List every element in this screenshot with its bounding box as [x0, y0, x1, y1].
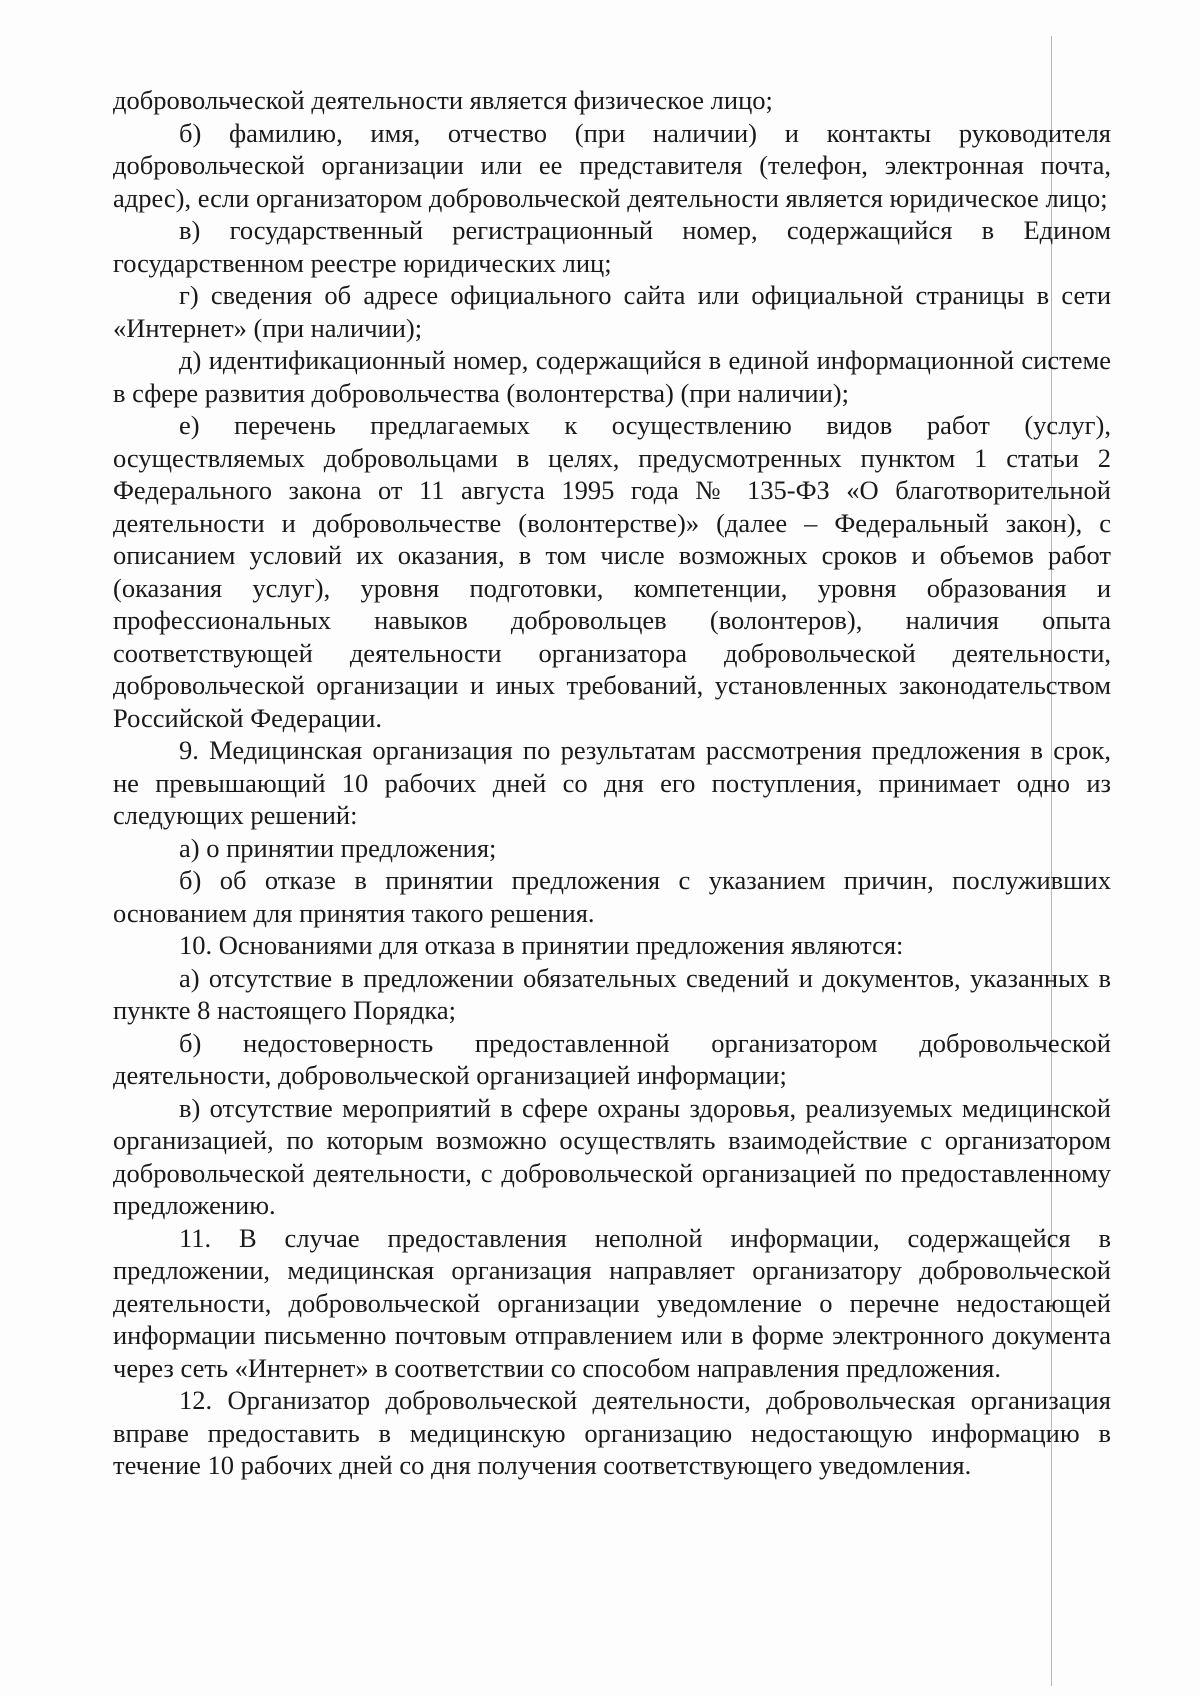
- paragraph-clause-11: 11. В случае предоставления неполной информации, содержащейся в предложении, медицинская организация направляет организатору добровольческой деятельности, добровольческой организации уведомление о перечне недостающей информации письменно почтовым отправлением или в форме электронного документа через сеть «Интернет» в соответствии со способом направления предложения.: [113, 1222, 1111, 1383]
- paragraph-clause-12: 12. Организатор добровольческой деятельности, добровольческая организация вправе предоставить в медицинскую организацию недостающую информацию в течение 10 рабочих дней со дня получения соответствующего уведомления.: [113, 1385, 1111, 1480]
- paragraph-clause-9-b: б) об отказе в принятии предложения с указанием причин, послуживших основанием для принятия такого решения.: [113, 865, 1111, 928]
- paragraph-clause-10: 10. Основаниями для отказа в принятии предложения являются:: [179, 930, 904, 960]
- paragraph-continuation: добровольческой деятельности является физическое лицо;: [113, 85, 773, 115]
- paragraph-item-v: в) государственный регистрационный номер, содержащийся в Едином государственном реестре юридических лиц;: [113, 215, 1111, 278]
- paragraph-clause-10-v: в) отсутствие мероприятий в сфере охраны здоровья, реализуемых медицинской организацией, по которым возможно осуществлять взаимодействие с организатором добровольческой деятельности, с добровольческой организацией по предоставленному предложению.: [113, 1092, 1111, 1220]
- paragraph-clause-9-a: а) о принятии предложения;: [179, 832, 497, 863]
- paragraph-item-d: д) идентификационный номер, содержащийся в единой информационной системе в сфере развития добровольчества (волонтерства) (при наличии);: [113, 345, 1111, 408]
- paragraph-clause-10-b: б) недостоверность предоставленной организатором добровольческой деятельности, добровольческой организацией информации;: [113, 1027, 1111, 1090]
- document-body: [113, 84, 1111, 1482]
- paragraph-clause-9: 9. Медицинская организация по результатам рассмотрения предложения в срок, не превышающий 10 рабочих дней со дня его поступления, принимает одно из следующих решений:: [113, 735, 1111, 830]
- paragraph-item-g: г) сведения об адресе официального сайта или официальной страницы в сети «Интернет» (при наличии);: [113, 280, 1111, 343]
- paragraph-item-b: б) фамилию, имя, отчество (при наличии) и контакты руководителя добровольческой организации или ее представителя (телефон, электронная почта, адрес), если организатором добровольческой деятельности является юридическое лицо;: [113, 117, 1111, 213]
- paragraph-item-e: е) перечень предлагаемых к осуществлению видов работ (услуг), осуществляемых добровольцами в целях, предусмотренных пунктом 1 статьи 2 Федерального закона от 11 августа 1995 года № 135-ФЗ «О благотворительной деятельности и добровольчестве (волонтерстве)» (далее – Федеральный закон), с описанием условий их оказания, в том числе возможных сроков и объемов работ (оказания услуг), уровня подготовки, компетенции, уровня образования и профессиональных навыков добровольцев (волонтеров), наличия опыта соответствующей деятельности организатора добровольческой деятельности, добровольческой организации и иных требований, установленных законодательством Российской Федерации.: [113, 410, 1111, 733]
- paragraph-clause-10-a: а) отсутствие в предложении обязательных сведений и документов, указанных в пункте 8 настоящего Порядка;: [113, 962, 1111, 1025]
